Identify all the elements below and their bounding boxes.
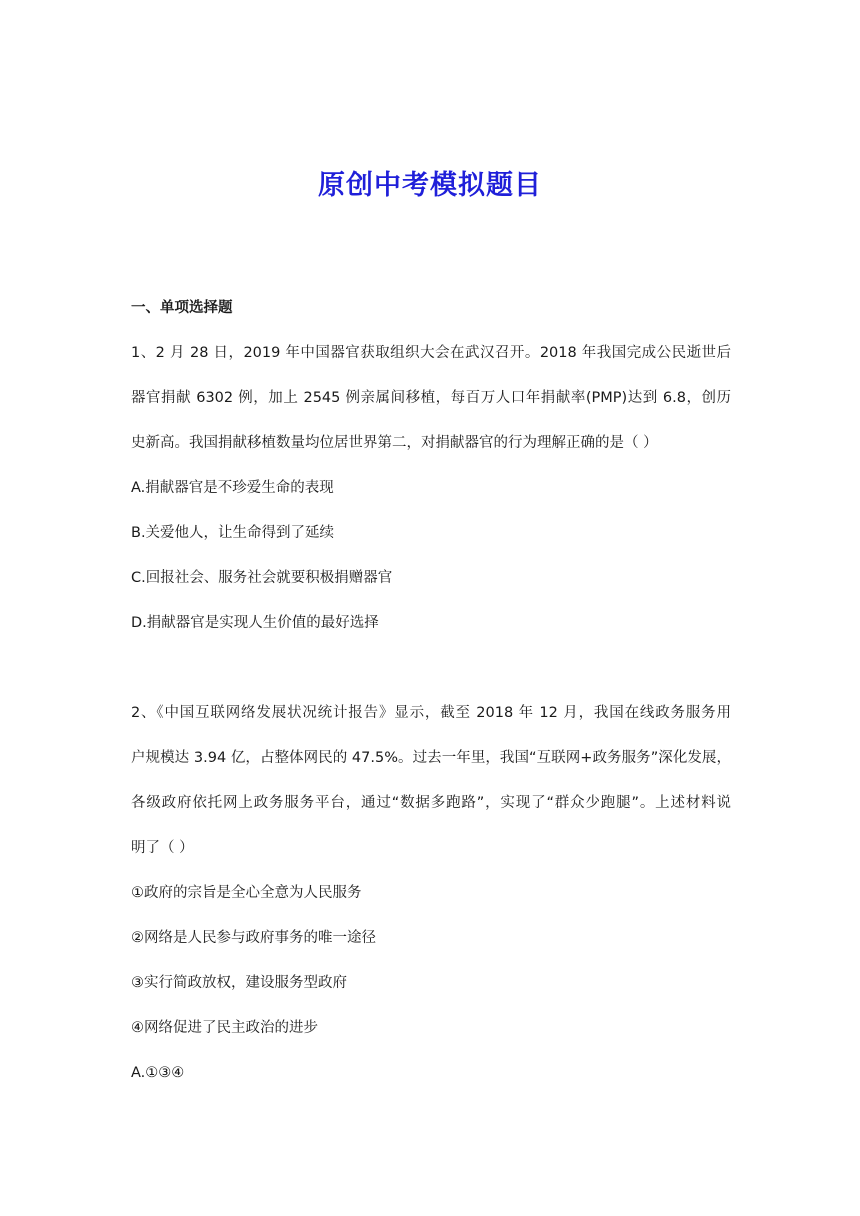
question-1-option-c: C.回报社会、服务社会就要积极捐赠器官 [131,570,393,586]
question-2-line-1: 2、《中国互联网络发展状况统计报告》显示，截至 2018 年 12 月，我国在线政务服务用 [131,705,731,721]
question-2-line-3: 各级政府依托网上政务服务平台，通过“数据多跑路”，实现了“群众少跑腿”。上述材料说 [131,795,731,811]
question-2-statement-2: ②网络是人民参与政府事务的唯一途径 [131,930,376,946]
question-2-statement-3: ③实行简政放权，建设服务型政府 [131,975,347,991]
section-heading: 一、单项选择题 [131,300,233,316]
question-2-statement-4: ④网络促进了民主政治的进步 [131,1020,318,1036]
question-2-line-2: 户规模达 3.94 亿，占整体网民的 47.5%。过去一年里，我国“互联网+政务服务”深化发展， [131,750,731,766]
document-title: 原创中考模拟题目 [318,170,542,201]
question-1-line-3: 史新高。我国捐献移植数量均位居世界第二，对捐献器官的行为理解正确的是（ ） [131,435,658,451]
question-1-line-2: 器官捐献 6302 例，加上 2545 例亲属间移植，每百万人口年捐献率(PMP)达到 6.8，创历 [131,390,731,406]
question-2-line-4: 明了（ ） [131,840,194,856]
question-1-option-a: A.捐献器官是不珍爱生命的表现 [131,480,334,496]
question-2-option-a: A.①③④ [131,1065,185,1081]
question-1-line-1: 1、2 月 28 日，2019 年中国器官获取组织大会在武汉召开。2018 年我国完成公民逝世后 [131,345,731,361]
question-1-option-b: B.关爱他人，让生命得到了延续 [131,525,335,541]
question-1-option-d: D.捐献器官是实现人生价值的最好选择 [131,615,379,631]
question-2-statement-1: ①政府的宗旨是全心全意为人民服务 [131,885,362,901]
